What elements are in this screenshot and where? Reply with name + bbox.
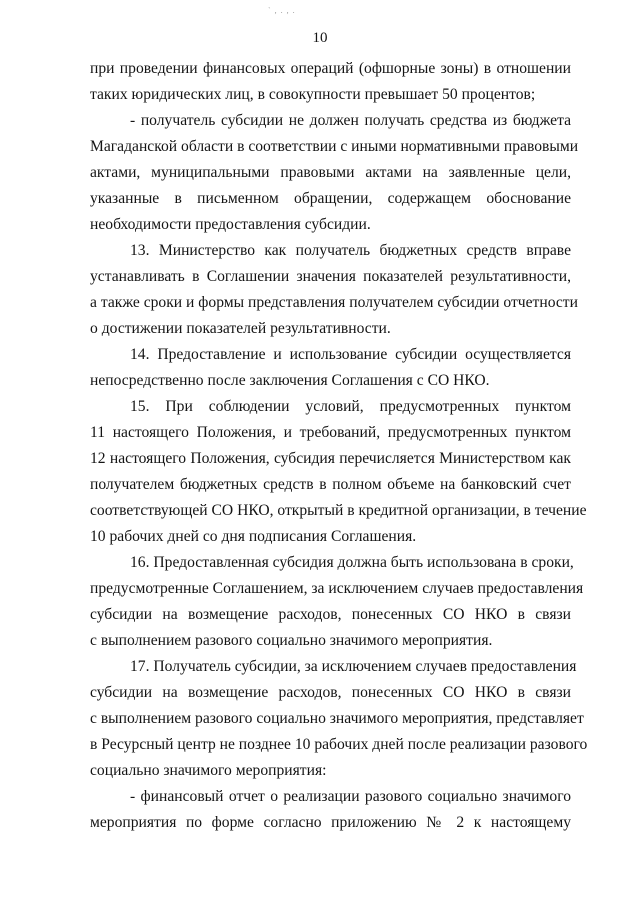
text-line: непосредственно после заключения Соглашения с СО НКО. — [90, 372, 490, 389]
text-line: субсидии на возмещение расходов, понесенных СО НКО в связи — [90, 606, 571, 623]
document-body — [90, 56, 588, 836]
text-line: с выполнением разового социально значимого мероприятия, представляет — [90, 710, 584, 727]
text-line: актами, муниципальными правовыми актами на заявленные цели, — [90, 164, 571, 181]
text-line: 15. При соблюдении условий, предусмотренных пунктом — [130, 398, 571, 415]
text-line: а также сроки и формы представления получателем субсидии отчетности — [90, 294, 578, 311]
text-line: 11 настоящего Положения, и требований, предусмотренных пунктом — [90, 424, 571, 441]
text-line: получателем бюджетных средств в полном объеме на банковский счет — [90, 476, 571, 493]
text-line: 17. Получатель субсидии, за исключением случаев предоставления — [130, 658, 577, 675]
text-line: с выполнением разового социально значимого мероприятия. — [90, 632, 493, 649]
text-line: о достижении показателей результативности. — [90, 320, 391, 337]
text-line: 12 настоящего Положения, субсидия перечисляется Министерством как — [90, 450, 571, 467]
text-line: в Ресурсный центр не позднее 10 рабочих дней после реализации разового — [90, 736, 588, 753]
text-line: социально значимого мероприятия: — [90, 762, 327, 779]
text-line: предусмотренные Соглашением, за исключением случаев предоставления — [90, 580, 584, 597]
text-line: субсидии на возмещение расходов, понесенных СО НКО в связи — [90, 684, 571, 701]
page-number: 10 — [312, 30, 328, 46]
text-line: - финансовый отчет о реализации разового социально значимого — [130, 788, 571, 805]
text-line: при проведении финансовых операций (офшорные зоны) в отношении — [90, 60, 571, 77]
scan-artifact: ` , . , . — [268, 6, 296, 15]
text-line: 16. Предоставленная субсидия должна быть использована в сроки, — [130, 554, 574, 571]
text-line: устанавливать в Соглашении значения показателей результативности, — [90, 268, 571, 285]
text-line: - получатель субсидии не должен получать средства из бюджета — [130, 112, 571, 129]
text-line: 10 рабочих дней со дня подписания Соглашения. — [90, 528, 417, 545]
text-line: соответствующей СО НКО, открытый в кредитной организации, в течение — [90, 502, 587, 519]
text-line: мероприятия по форме согласно приложению № 2 к настоящему — [90, 814, 571, 831]
text-line: 14. Предоставление и использование субсидии осуществляется — [130, 346, 571, 363]
text-line: таких юридических лиц, в совокупности превышает 50 процентов; — [90, 86, 536, 103]
text-line: 13. Министерство как получатель бюджетных средств вправе — [130, 242, 571, 259]
text-line: необходимости предоставления субсидии. — [90, 216, 371, 233]
text-line: указанные в письменном обращении, содержащем обоснование — [90, 190, 571, 207]
text-line: Магаданской области в соответствии с иными нормативными правовыми — [90, 138, 579, 155]
